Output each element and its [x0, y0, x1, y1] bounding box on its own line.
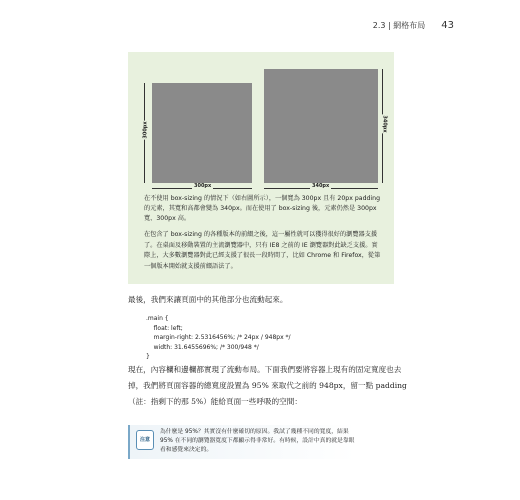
right-height-dimension: [381, 69, 388, 183]
page-number: 43: [441, 20, 454, 31]
left-height-label: 300px: [142, 121, 149, 139]
note-icon: 注意: [136, 430, 154, 450]
paragraph-main: 現在，內容欄和邊欄都實現了流動布局。下面我們要將容器上現有的固定寬度也去掉，我們將頁面容器的總寬度設置為 95% 來取代之前的 948px，留一點 padding（註：指剩下的那 5%）能給頁面一些呼吸的空間：: [128, 365, 407, 406]
box-300px: [152, 83, 252, 183]
code-line: margin-right: 2.5316456%; /* 24px / 948px */: [146, 334, 291, 341]
left-width-label: 300px: [194, 183, 212, 189]
running-header: [373, 20, 454, 31]
right-width-label: 340px: [312, 183, 330, 189]
section-title: 2.3 | 網格布局: [372, 21, 426, 30]
code-line: float: left;: [146, 324, 183, 332]
code-line: }: [146, 353, 150, 360]
tip-box: [128, 425, 356, 459]
figure-caption: 在不使用 box-sizing 的情況下（如右圖所示），一個寬為 300px 且有 20px padding 的元素，其寬和高都會變為 340px。而在使用了 box-sizing 後，元素仍然是 300px 寬、300px 高。: [144, 195, 381, 222]
box-340px: [264, 69, 378, 183]
tip-text: 為什麼是 95%？其實沒有什麼確切的原因。我試了幾種不同的寬度，結果 95% 在不同的瀏覽器寬度下都顯示得非常好。有時候，設計中真的就是靠眼看和感覺來決定的。: [160, 429, 355, 453]
code-line: width: 31.6455696%; /* 300/948 */: [146, 343, 259, 351]
code-block: [146, 314, 291, 362]
left-width-dimension: [152, 183, 252, 189]
right-width-dimension: [264, 183, 378, 189]
code-line: .main {: [146, 315, 169, 322]
paragraph-intro: 最後，我們來讓頁面中的其他部分也流動起來。: [128, 295, 288, 304]
right-height-label: 340px: [381, 115, 388, 133]
left-height-dimension: [142, 83, 149, 183]
figure-note: 在包含了 box-sizing 的各種版本的前綴之後，這一屬性就可以獲得很好的瀏覽器支援了。在桌面及移動裝置的主流瀏覽器中，只有 IE8 之前的 IE 瀏覽器對此缺乏支援。實際上，大多數瀏覽器對此已經支援了很長一段時間了，比如 Chrome 和 Firefox，從第一個版本開始就支援前綴語法了。: [144, 231, 381, 270]
figure-box: [128, 52, 394, 284]
